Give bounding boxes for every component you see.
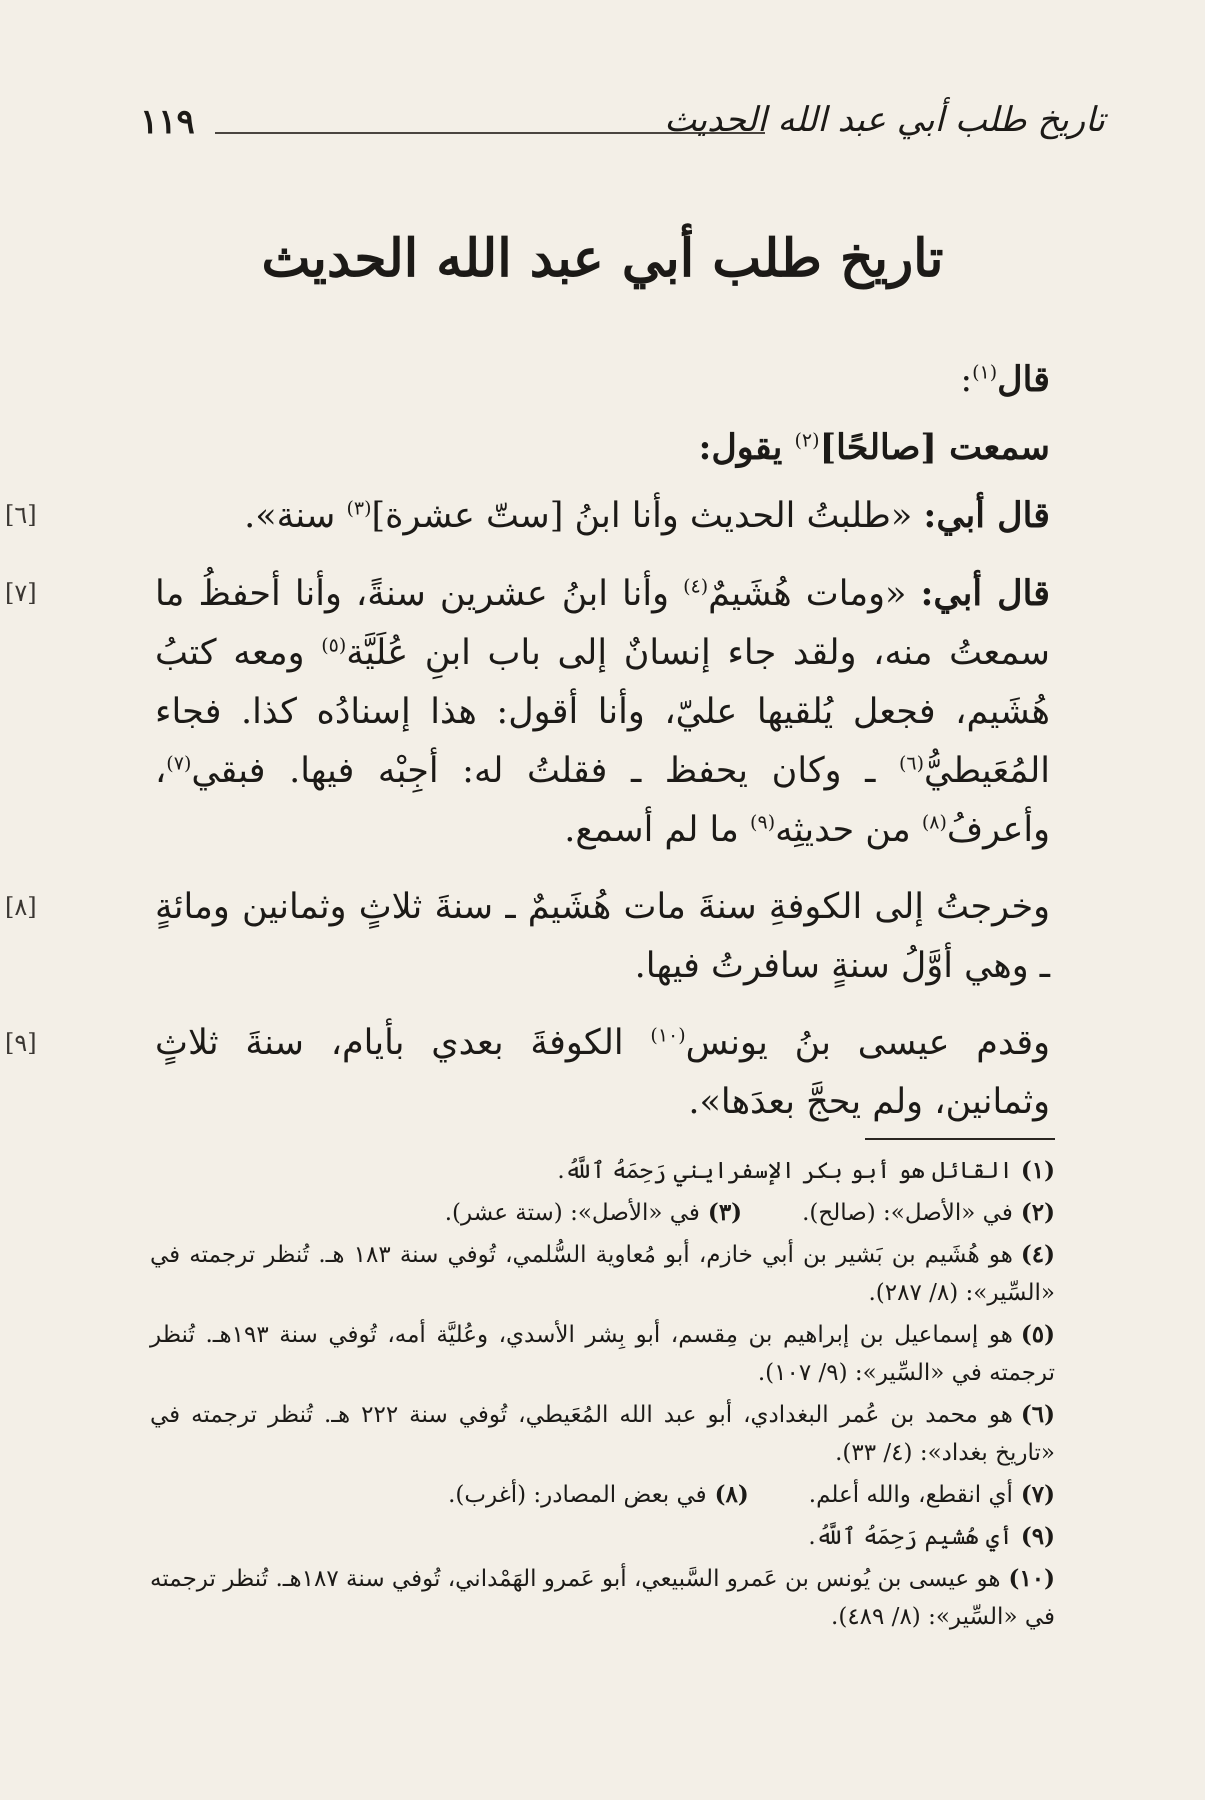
paragraph-text: «ومات هُشَيمٌ [708,574,921,614]
footnote-ref[interactable]: (١) [972,361,998,384]
running-title: تاريخ طلب أبي عبد الله الحديث [664,100,1105,140]
footnote [448,1476,749,1514]
footnote [150,1396,1055,1472]
footnote [150,1152,1055,1190]
paragraph-marker: [٦] [5,501,37,529]
footnote [150,1236,1055,1312]
lead-word: قال أبي: [923,495,1050,536]
paragraph-text: وأنا ابنُ عشرين سنةً، وأنا أحفظُ ما سمعتُ منه، ولقد جاء إنسانٌ إلى باب ابنِ عُلَيَّة [155,574,1050,673]
footnote-number: (٨) [714,1481,749,1508]
footnote-number: (٦) [1020,1401,1055,1428]
footnote-text: هو هُشَيم بن بَشير بن أبي خازم، أبو مُعاوية السُّلمي، تُوفي سنة ١٨٣ هـ. تُنظر ترجمته في «السِّير»: (٨/ ٢٨٧). [150,1242,1055,1306]
footnote-text: هو عيسى بن يُونس بن عَمرو السَّبيعي، أبو عَمرو الهَمْداني، تُوفي سنة ١٨٧هـ. تُنظر ترجمته في «السِّير»: (٨/ ٤٨٩). [150,1566,1055,1630]
paragraph-9 [5,1014,1050,1132]
main-text [5,350,1050,1150]
lead-word: سمعت [صالحًا] [819,427,1050,468]
footnote-number: (١٠) [1008,1565,1056,1592]
paragraph-7 [5,564,1050,860]
paragraph-marker: [٨] [5,893,37,921]
footnote-number: (٢) [1020,1199,1055,1226]
footnote-ref[interactable]: (٢) [794,429,820,452]
footnote [150,1316,1055,1392]
page-number: ١١٩ [140,102,195,142]
footnote-text: هو إسماعيل بن إبراهيم بن مِقسم، أبو بِشر الأسدي، وعُليَّة أمه، تُوفي سنة ١٩٣هـ. تُنظر ترجمته في «السِّير»: (٩/ ١٠٧). [150,1322,1055,1386]
paragraph-marker: [٧] [5,579,37,607]
footnote-text: في «الأصل»: (ستة عشر). [444,1200,700,1226]
paragraph-text: ومعه كتبُ هُشَيم، فجعل يُلقيها عليّ، وأنا أقول: هذا إسنادُه كذا. فجاء المُعَيطيُّ [155,633,1050,791]
footnote-ref[interactable]: (٥) [321,634,347,657]
paragraph-text: وخرجتُ إلى الكوفةِ سنةَ مات هُشَيمٌ ـ سنةَ ثلاثٍ وثمانين ومائةٍ ـ وهي أوَّلُ سنةٍ سافرتُ فيها. [155,887,1050,986]
footnote-text: أي انقطع، والله أعلم. [808,1482,1013,1508]
footnotes [150,1152,1055,1640]
paragraph-text: : [960,360,973,400]
paragraph-text: «طلبتُ الحديث وأنا ابنُ [ستّ عشرة] [371,496,924,536]
footnote-ref[interactable]: (٨) [921,811,947,834]
footnote [150,1518,1055,1556]
footnote-row [150,1476,1055,1514]
footnote-ref[interactable]: (٤) [683,575,709,598]
footnote-text: في بعض المصادر: (أغرب). [448,1482,707,1508]
paragraph-text: وقدم عيسى بنُ يونس [685,1023,1050,1063]
footnote-ref[interactable]: (٦) [898,752,925,775]
paragraph-6 [5,486,1050,546]
paragraph-text: يقول: [698,427,795,468]
footnote-ref[interactable]: (١٠) [650,1024,686,1047]
paragraph-2 [155,418,1050,478]
paragraph-text: ما لم أسمع. [564,810,751,850]
paragraph-text: الكوفةَ بعدي بأيام، سنةَ ثلاثٍ وثمانين، ولم يحجَّ بعدَها». [155,1023,1050,1122]
footnote-row [150,1194,1055,1232]
paragraph-1 [155,350,1050,410]
footnote-text: القائل هو أبو بكر الإسفرايني رَحِمَهُ ٱللَّهُ. [557,1158,1013,1184]
running-header [140,100,1105,144]
footnote-separator [865,1138,1055,1140]
paragraph-text: ، وأعرفُ [155,751,1050,850]
footnote-text: في «الأصل»: (صالح). [802,1200,1013,1226]
footnote [802,1194,1055,1232]
footnote-number: (٩) [1020,1523,1055,1550]
paragraph-marker: [٩] [5,1029,37,1057]
lead-word: قال أبي: [920,573,1050,614]
paragraph-text: سنة». [244,496,347,536]
footnote-number: (٥) [1020,1321,1055,1348]
lead-word: قال [997,359,1050,400]
footnote [809,1476,1055,1514]
paragraph-text: من حديثِه [775,810,922,850]
footnote [150,1560,1055,1636]
page-title: تاريخ طلب أبي عبد الله الحديث [261,228,944,289]
footnote-ref[interactable]: (٧) [166,752,192,775]
footnote-ref[interactable]: (٩) [750,811,776,834]
footnote-number: (١) [1020,1157,1055,1184]
paragraph-8 [5,878,1050,996]
footnote-text: أي هُشيم رَحِمَهُ ٱللَّهُ. [808,1524,1013,1550]
footnote-text: هو محمد بن عُمر البغدادي، أبو عبد الله المُعَيطي، تُوفي سنة ٢٢٢ هـ. تُنظر ترجمته في «تاريخ بغداد»: (٤/ ٣٣). [150,1402,1055,1466]
footnote [445,1194,742,1232]
footnote-number: (٣) [707,1199,743,1226]
footnote-number: (٧) [1020,1481,1055,1508]
footnote-number: (٤) [1020,1241,1055,1268]
paragraph-text: ـ وكان يحفظ ـ فقلتُ له: أجِبْه فيها. فبقي [191,751,899,791]
footnote-ref[interactable]: (٣) [346,497,372,520]
